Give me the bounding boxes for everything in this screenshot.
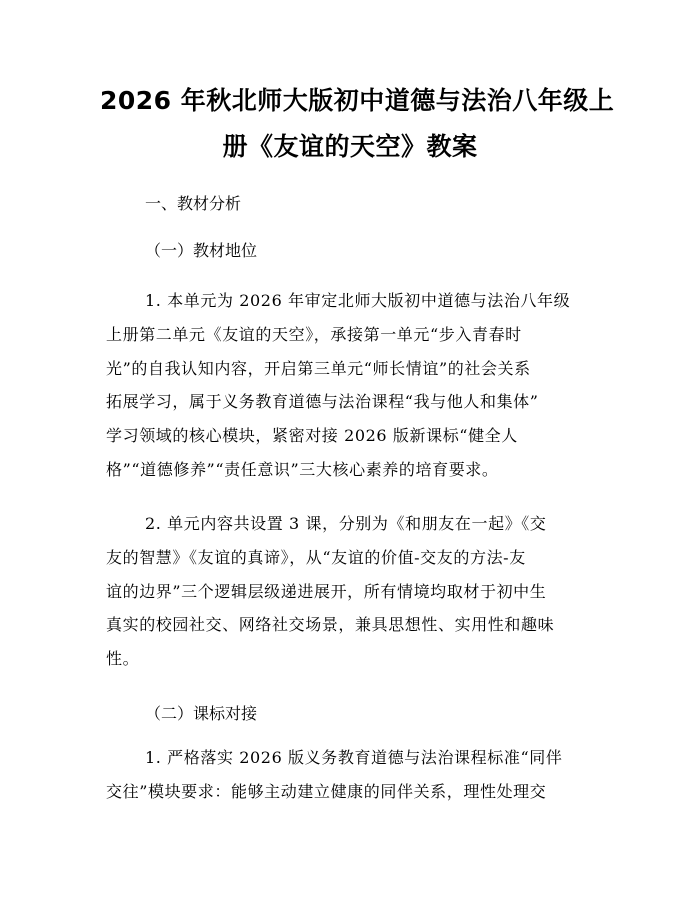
section-heading-teaching-material-analysis: 一、教材分析 (145, 194, 242, 213)
paragraph-line: 交往”模块要求：能够主动建立健康的同伴关系，理性处理交 (106, 781, 547, 801)
paragraph-unit-contents (106, 507, 606, 676)
paragraph-line: 2. 单元内容共设置 3 课，分别为《和朋友在一起》《交 (145, 514, 547, 533)
document-title-line-2: 册《友谊的天空》教案 (222, 132, 478, 161)
paragraph-line: 学习领域的核心模块，紧密对接 2026 版新课标“健全人 (106, 426, 518, 446)
document-title-line-1: 2026 年秋北师大版初中道德与法治八年级上 (100, 86, 615, 115)
paragraph-line: 上册第二单元《友谊的天空》，承接第一单元“步入青春时 (106, 324, 522, 344)
paragraph-curriculum-requirements (106, 741, 606, 809)
paragraph-line: 真实的校园社交、网络社交场景，兼具思想性、实用性和趣味 (106, 615, 555, 635)
paragraph-line: 1. 严格落实 2026 版义务教育道德与法治课程标准“同伴 (145, 748, 563, 767)
paragraph-line: 格”“道德修养”“责任意识”三大核心素养的培育要求。 (106, 459, 499, 479)
paragraph-unit-position (106, 284, 606, 487)
paragraph-line: 1. 本单元为 2026 年审定北师大版初中道德与法治八年级 (145, 291, 571, 310)
paragraph-line: 性。 (106, 649, 140, 669)
subsection-heading-curriculum-alignment: （二）课标对接 (145, 704, 258, 723)
paragraph-line: 拓展学习，属于义务教育道德与法治课程“我与他人和集体” (106, 392, 539, 412)
paragraph-line: 谊的边界”三个逻辑层级递进展开，所有情境均取材于初中生 (106, 581, 547, 601)
paragraph-line: 友的智慧》《友谊的真谛》，从“友谊的价值-交友的方法-友 (106, 547, 526, 567)
paragraph-line: 光”的自我认知内容，开启第三单元“师长情谊”的社会关系 (106, 358, 531, 378)
subsection-heading-material-position: （一）教材地位 (145, 241, 258, 260)
